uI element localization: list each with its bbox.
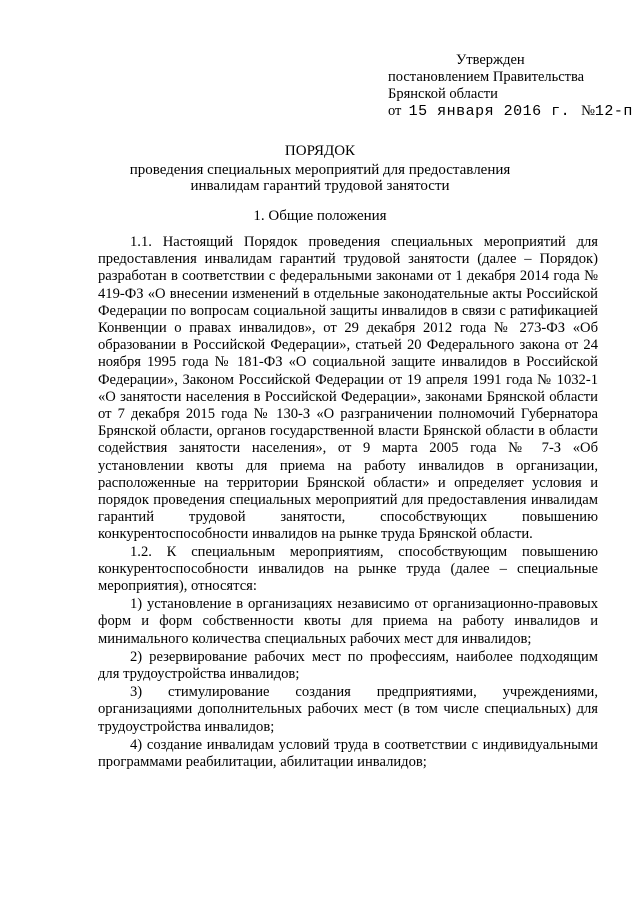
document-body: [98, 234, 598, 771]
approval-number: 12-п: [594, 103, 633, 120]
approval-stamp: [388, 52, 633, 120]
approval-date-line: [388, 103, 633, 120]
approval-line-2: постановлением Правительства: [388, 69, 585, 85]
list-item-4: 4) создание инвалидам условий труда в соответствии с индивидуальными программами реабилитации, абилитации инвалидов;: [98, 736, 598, 771]
list-item-3: 3) стимулирование создания предприятиями, учреждениями, организациями дополнительных рабочих мест (в том числе специальных) для трудоустройства инвалидов;: [98, 684, 598, 735]
list-item-1: 1) установление в организациях независимо от организационно-правовых форм и форм собственности квоты для приема на работу инвалидов и минимального количества специальных рабочих мест для инвалидов;: [98, 596, 598, 647]
date-prefix: от: [388, 103, 402, 119]
approval-line-3: Брянской области: [388, 86, 498, 102]
title-heading: ПОРЯДОК: [284, 143, 356, 159]
title-subtitle-2: инвалидам гарантий трудовой занятости: [190, 178, 450, 194]
paragraph-1-2: 1.2. К специальным мероприятиям, способствующим повышению конкурентоспособности инвалидов на рынке труда (далее – специальные мероприятия), относятся:: [98, 543, 598, 595]
title-subtitle-1: проведения специальных мероприятий для предоставления: [129, 162, 511, 178]
number-prefix: №: [581, 103, 595, 119]
list-item-2: 2) резервирование рабочих мест по профессиям, наиболее подходящим для трудоустройства инвалидов;: [98, 648, 598, 683]
approval-line-1: Утвержден: [456, 52, 525, 68]
approval-date: 15 января 2016 г.: [408, 103, 571, 120]
section-heading: 1. Общие положения: [253, 208, 387, 224]
paragraph-1-1: 1.1. Настоящий Порядок проведения специальных мероприятий для предоставления инвалидам гарантий трудовой занятости (далее – Порядок) разработан в соответствии с федеральными законами от 1 декабря 2014 года № 419-ФЗ «О внесении изменений в отдельные законодательные акты Российской Федерации по вопросам социальной защиты инвалидов в связи с ратификацией Конвенции о правах инвалидов», от 29 декабря 2012 года № 273-ФЗ «Об образовании в Российской Федерации», статьей 20 Федерального закона от 24 ноября 1995 года № 181-ФЗ «О социальной защите инвалидов в Российской Федерации», Законом Российской Федерации от 19 апреля 1991 года № 1032-1 «О занятости населения в Российской Федерации», законами Брянской области от 7 декабря 2015 года № 130-З «О разграничении полномочий Губернатора Брянской области, органов государственной власти Брянской области в области содействия занятости населения», от 9 марта 2005 года № 7-З «Об установлении квоты для приема на работу инвалидов в организации, расположенные на территории Брянской области» и определяет условия и порядок проведения специальных мероприятий для предоставления инвалидам гарантий трудовой занятости, способствующих повышению конкурентоспособности инвалидов на рынке труда Брянской области.: [98, 234, 598, 543]
document-title: [0, 143, 640, 194]
